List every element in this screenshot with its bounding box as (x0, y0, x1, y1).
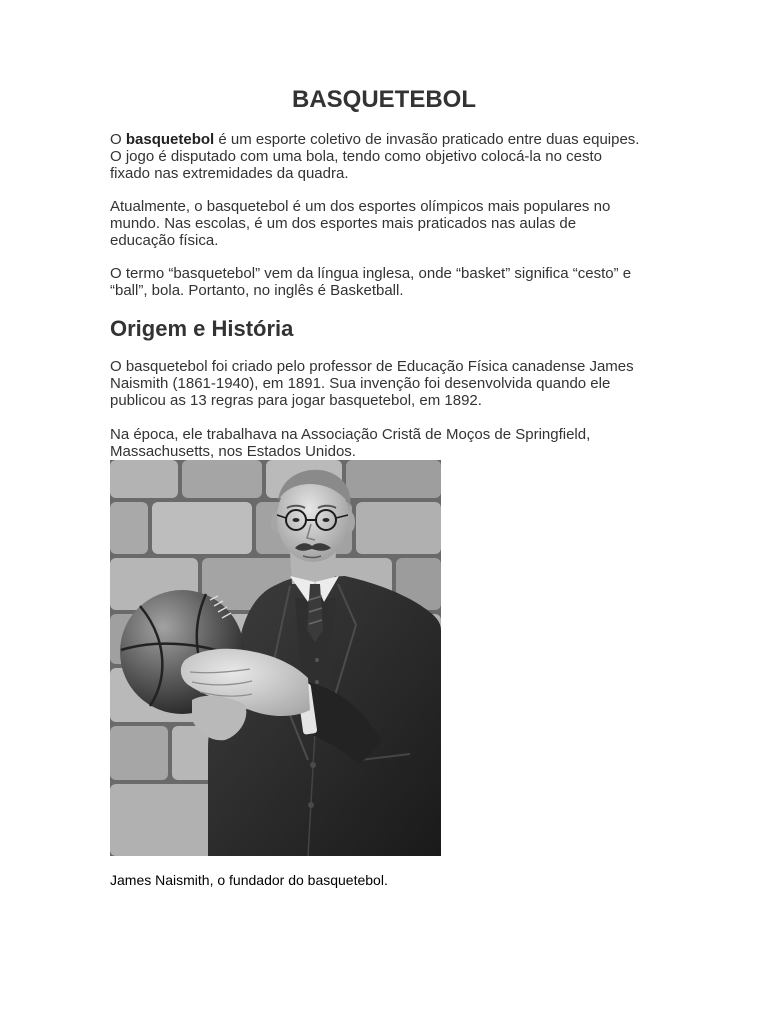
intro-paragraph-3-line-1: O termo “basquetebol” vem da língua inglesa, onde “basket” significa “cesto” e (110, 265, 632, 282)
stone (182, 460, 262, 498)
intro-paragraph-2-line-3: educação física. (110, 232, 219, 249)
origin-paragraph-2-line-1: Na época, ele trabalhava na Associação Cristã de Moços de Springfield, (110, 426, 591, 443)
jacket-button (308, 802, 314, 808)
stone (356, 502, 441, 554)
origin-paragraph-2-line-2: Massachusetts, nos Estados Unidos. (110, 443, 356, 460)
james-naismith-photo (110, 460, 441, 856)
left-eye (293, 518, 300, 522)
intro-paragraph-1-line-1 (110, 131, 639, 148)
intro-paragraph-1-line-2: O jogo é disputado com uma bola, tendo como objetivo colocá-la no cesto (110, 148, 602, 165)
right-eye (323, 518, 330, 522)
intro-paragraph-3-line-2: “ball”, bola. Portanto, no inglês é Basketball. (110, 282, 404, 299)
page-title: BASQUETEBOL (291, 86, 476, 113)
origin-paragraph-1 (110, 358, 634, 409)
vest-button (315, 680, 319, 684)
stone (152, 502, 252, 554)
photo-caption: James Naismith, o fundador do basquetebol. (110, 872, 388, 888)
stone (110, 460, 178, 498)
origin-paragraph-2 (110, 426, 590, 460)
origin-paragraph-1-line-2: Naismith (1861-1940), em 1891. Sua invenção foi desenvolvida quando ele (110, 375, 611, 392)
intro-paragraph-2 (110, 198, 610, 249)
intro-paragraph-1 (110, 131, 639, 182)
intro-paragraph-1-line-3: fixado nas extremidades da quadra. (110, 165, 349, 182)
stone (346, 460, 441, 498)
section-heading-origin: Origem e História (110, 316, 294, 341)
intro-paragraph-2-line-2: mundo. Nas escolas, é um dos esportes mais praticados nas aulas de (110, 215, 577, 232)
intro-paragraph-2-line-1: Atualmente, o basquetebol é um dos esportes olímpicos mais populares no (110, 198, 611, 215)
stone (110, 726, 168, 780)
origin-paragraph-1-line-3: publicou as 13 regras para jogar basquetebol, em 1892. (110, 392, 482, 409)
stone (110, 784, 218, 856)
intro-bold-term: basquetebol (125, 131, 215, 148)
intro-rest: é um esporte coletivo de invasão praticado entre duas equipes. (214, 131, 640, 148)
vest-button (315, 658, 319, 662)
stone (110, 502, 148, 554)
origin-paragraph-1-line-1: O basquetebol foi criado pelo professor de Educação Física canadense James (110, 358, 634, 375)
jacket-button (310, 762, 316, 768)
intro-prefix: O (110, 131, 126, 148)
intro-paragraph-3 (110, 265, 631, 299)
